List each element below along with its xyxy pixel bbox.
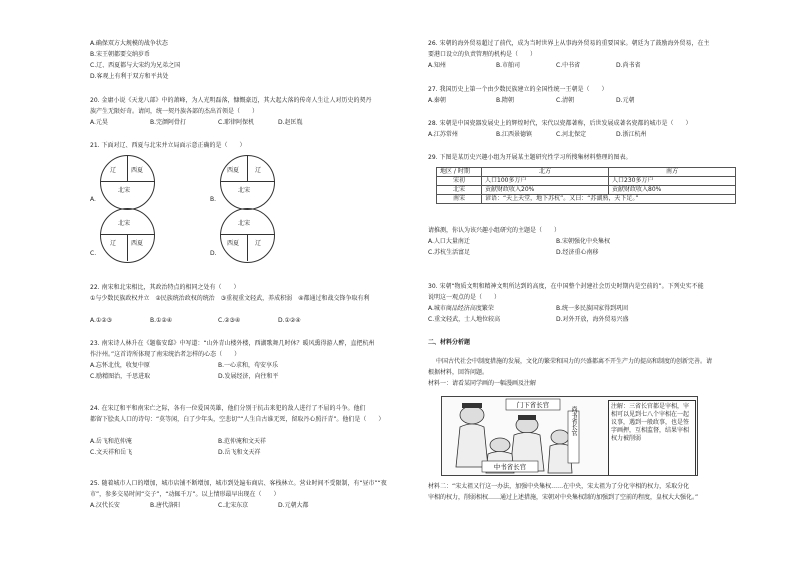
section-2-intro-2: 根据材料，回答问题。: [428, 369, 489, 376]
q28-option-d: D.浙江杭州: [616, 131, 647, 138]
q27-stem: 27. 我国历史上第一个由少数民族建立的全国性统一王朝是（ ）: [428, 86, 608, 93]
table-cell: 人口230多万户: [609, 177, 736, 186]
q26-stem-2: 要港口设立的负责管理的机构是（ ）: [428, 51, 537, 58]
q29-table: [436, 167, 736, 204]
table-cell: 谚语：“天上天堂，地下苏杭”。又曰：“苏湖熟，天下足。”: [482, 195, 736, 204]
q27-option-a: A.秦朝: [428, 97, 446, 104]
q26-option-c: C.中书省: [556, 62, 581, 69]
q19-option-a: A.确保双方大规模的战争状态: [90, 40, 168, 47]
q21-letter-d: D.: [210, 250, 217, 257]
table-head-cell: 地区 / 时期: [437, 168, 482, 177]
q23-option-c: C.励精图治，千思进取: [90, 373, 151, 380]
q24-option-c: C.文天祥和岳飞: [90, 449, 133, 456]
q30-option-c: C.重文轻武，士人地位较高: [428, 316, 501, 323]
table-cell: 贡献财政收入20%: [482, 186, 609, 195]
q29-option-a: A.人口大量南迁: [428, 238, 470, 245]
q26-option-a: A.知州: [428, 62, 446, 69]
material-2-text: 材料二：“宋太祖又行这一办法，加强中央集权……在中央，宋太祖为了分化宰相的权力，采取分化: [428, 483, 690, 490]
q21-letter-c: C.: [90, 250, 97, 257]
q28-option-b: B.江西景德镇: [496, 131, 533, 138]
q19-option-c: C.辽、西夏都与大宋约为兄弟之国: [90, 62, 181, 69]
q28-option-a: A.江苏常州: [428, 131, 458, 138]
q24-option-d: D.岳飞和文天祥: [218, 449, 261, 456]
q20-option-b: B.完颜阿骨打: [150, 119, 187, 126]
table-cell: 宋初: [437, 177, 482, 186]
q22-items: ①与少数民族政权并立 ②民族统治政权的统治 ③重视重文轻武，养成积弱 ④都通过和战交锋争取有利: [90, 295, 370, 302]
q27-option-c: C.清朝: [556, 97, 575, 104]
q22-stem: 22. 南宋和北宋相比，其政治特点的相同之处有（ ）: [90, 284, 240, 291]
cartoon-annotation: 注解：三省长官都是宰相，宰相可以见到七八个宰相在一起议事，遇到一般政事，也是签字画押，互相监督，结果宰相权力被削弱: [608, 400, 696, 476]
q19-option-d: D.客观上有利于双方和平共处: [90, 73, 169, 80]
table-cell: 贡献财政收入80%: [609, 186, 736, 195]
q30-stem-2: 说明这一观点的是（ ）: [428, 294, 501, 301]
cartoon-label-zhongshu: 中书省长官: [493, 463, 527, 471]
section-2-heading: 二、材料分析题: [428, 339, 471, 346]
q26-option-b: B.市舶司: [496, 62, 521, 69]
q29-option-b: B.宋朝强化中央集权: [556, 238, 611, 245]
q28-option-c: C.河北保定: [556, 131, 587, 138]
q27-option-d: D.元朝: [616, 97, 635, 104]
q25-option-d: D.元朝大都: [278, 502, 309, 509]
q21-diagram-c: 北宋 辽 西夏: [100, 208, 155, 263]
table-cell: 北宋: [437, 186, 482, 195]
q23-stem-2: 作汴州。”这首诗所体现了南宋统治者怎样的心态（ ）: [90, 351, 241, 358]
q23-option-b: B.一心求和，苟安享乐: [218, 362, 279, 369]
q26-stem: 26. 宋朝的海外贸易超过了前代，成为当时世界上从事海外贸易的重要国家。朝廷为了鼓励海外贸易，在主: [428, 40, 710, 47]
q30-option-a: A.城市商品经济高度繁荣: [428, 305, 494, 312]
q20-option-d: D.赵匡胤: [278, 119, 303, 126]
material-2-text-2: 宰相的权力，削弱相权……通过上述措施，宋朝对中央集权制的加强到了空前的程度，皇权大大强化。”: [428, 494, 699, 501]
q22-option-c: C.②③④: [218, 317, 241, 324]
table-head-cell: 北方: [482, 168, 609, 177]
q25-option-a: A.汉代长安: [90, 502, 120, 509]
q30-stem: 30. 宋朝“物质文明和精神文明所达到的高度，在中国整个封建社会历史时期内是空前的”。下列史实不能: [428, 283, 704, 290]
table-cell: 南宋: [437, 195, 482, 204]
q29-stem: 29. 下图是某历史兴趣小组为开展某主题研究性学习所搜集材料整理的图表。: [428, 154, 632, 161]
q28-stem: 28. 宋朝是中国瓷器发展史上的辉煌时代，宋代以瓷都著称，后世发展成著名瓷都的城市是（ ）: [428, 120, 692, 127]
q24-option-a: A.岳飞和范仲淹: [90, 438, 132, 445]
material-1-label: 材料一：请看某同学画的一幅漫画及注解: [428, 380, 537, 387]
q25-stem: 25. 随着城市人口的增加，城市店铺不断增加，城市到处遍布商店、客栈林立。营业时间不受限制，有“昼市”“夜: [90, 480, 387, 487]
q21-letter-a: A.: [90, 196, 96, 203]
q30-option-b: B.统一多民族国家得到巩固: [556, 305, 629, 312]
q21-diagram-b: 西夏 辽 北宋: [220, 155, 275, 210]
q25-option-c: C.北宋东京: [218, 502, 249, 509]
section-2-intro: 中国古代社会中制度措施的发展，文化的繁荣和国力的兴盛都离不开生产力的提高和制度的创新完善。请: [436, 358, 713, 365]
q23-option-a: A.忘怀北伐，收复中原: [90, 362, 150, 369]
q25-stem-2: 市”，参多交易时间“交子”，“动辄千万”。以上情形最早出现在（ ）: [90, 491, 280, 498]
q20-option-a: A.元昊: [90, 119, 108, 126]
q29-question: 请推测，你认为该兴趣小组研究的主题是（ ）: [428, 227, 561, 234]
q30-option-d: D.对外开放，海外贸易兴盛: [556, 316, 629, 323]
q27-option-b: B.隋朝: [496, 97, 515, 104]
q20-stem: 20. 金庸小说《天龙八部》中的萧峰，为人光明磊落，慷慨豪迈，其大起大落的传奇人生让人对历史的契丹: [90, 97, 372, 104]
q24-stem: 24. 在宋辽和平和南宋亡之际，各有一位爱国英雄，他们分别于抗击来犯的敌人进行了不屈的斗争。他们: [90, 405, 366, 412]
q24-stem-2: 都留下脍炙人口的诗句：“莫等闲，白了少年头，空悲切”“人生自古谁无死，留取丹心照汗青”。他们是（ ）: [90, 416, 385, 423]
cartoon-illustration: [441, 396, 698, 476]
q24-option-b: B.范仲淹和文天祥: [218, 438, 267, 445]
q19-option-b: B.宋王朝都要交纳岁币: [90, 51, 151, 58]
cartoon-label-menxia: 门下省长官: [516, 401, 550, 409]
q22-option-b: B.①②④: [150, 317, 173, 324]
q25-option-b: B.唐代洛阳: [150, 502, 181, 509]
q21-stem: 21. 下面对辽、西夏与北宋并立局面示意正确的是（ ）: [90, 142, 246, 149]
cartoon-label-shangshu: 尚书省长官: [570, 406, 577, 436]
q23-stem: 23. 南宋诗人林升在《题临安邸》中写道：“山外青山楼外楼，西湖歌舞几时休？暖风熏得游人醉，直把杭州: [90, 340, 375, 347]
q20-option-c: C.耶律阿保机: [218, 119, 255, 126]
q26-option-d: D.尚书省: [616, 62, 641, 69]
q21-letter-b: B.: [210, 196, 217, 203]
table-cell: 人口100多万户: [482, 177, 609, 186]
q22-option-d: D.①②④: [278, 317, 301, 324]
q20-stem-2: 族产生无限好奇。请问，统一契丹族各部的杰出首领是（ ）: [90, 108, 259, 115]
q22-option-a: A.①②③: [90, 317, 113, 324]
q29-option-c: C.苏杭生活富足: [428, 249, 471, 256]
q23-option-d: D.发展经济，向往和平: [218, 373, 279, 380]
q21-diagram-d: 北宋 西夏 辽: [220, 208, 275, 263]
table-head-cell: 南方: [609, 168, 736, 177]
q21-diagram-a: 辽 西夏 北宋: [100, 155, 155, 210]
q29-option-d: D.经济重心南移: [556, 249, 599, 256]
